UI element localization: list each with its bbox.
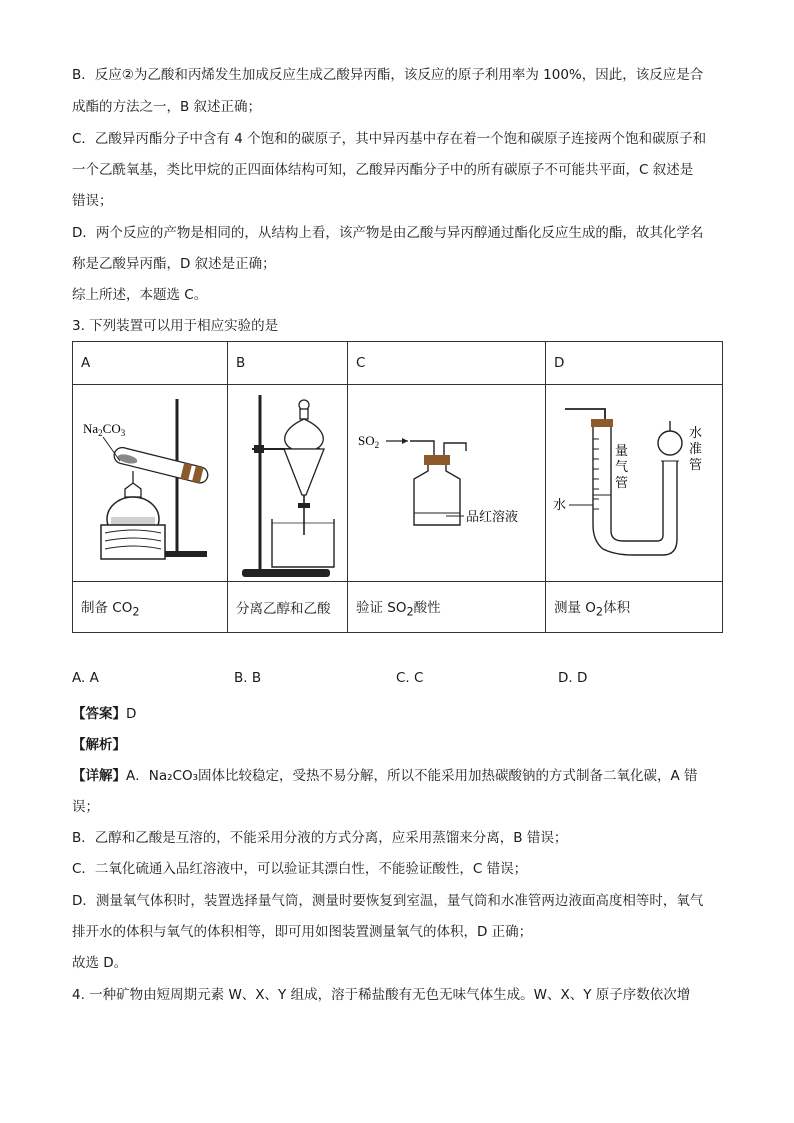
text-line: B．反应②为乙酸和丙烯发生加成反应生成乙酸异丙酯，该反应的原子利用率为 100%，因此，该反应是合 — [72, 67, 704, 83]
conclusion-line: 故选 D。 — [72, 955, 128, 971]
d-level-tube-label: 水准管 — [688, 426, 702, 473]
question-table — [72, 341, 723, 633]
caption-a: 制备 $CO_2$ — [73, 582, 228, 633]
a-reagent-label: $Na_2CO_3$ — [83, 421, 126, 438]
caption-c: 验证 $SO_2$酸性 — [348, 582, 546, 633]
c-solution-label: 品红溶液 — [465, 510, 518, 525]
caption-d: 测量 $O_2$体积 — [546, 582, 723, 633]
text-line: C．乙酸异丙酯分子中含有 4 个饱和的碳原子，其中异丙基中存在着一个饱和碳原子连接两个饱和碳原子和 — [72, 131, 707, 147]
text-line: 称是乙酸异丙酯，D 叙述是正确； — [72, 256, 276, 272]
apparatus-d-figure — [547, 385, 722, 581]
text-line: 误； — [72, 799, 99, 815]
detail-b-line: B．乙醇和乙酸是互溶的，不能采用分液的方式分离，应采用蒸馏来分离，B 错误； — [72, 830, 568, 846]
column-header-d: D — [546, 342, 723, 385]
column-header-a: A — [73, 342, 228, 385]
answer-line: 【答案】D — [72, 706, 137, 722]
detail-d-line: D．测量氧气体积时，装置选择量气筒，测量时要恢复到室温，量气筒和水准管两边液面高度相等时，氧气 — [72, 893, 704, 909]
c-gas-label: $SO_2$ — [357, 433, 379, 450]
answer-options — [72, 670, 724, 694]
text-line: 排开水的体积与氧气的体积相等，即可用如图装置测量氧气的体积，D 正确； — [72, 924, 533, 940]
text-line: 错误； — [72, 193, 113, 209]
figure-b-cell — [228, 385, 348, 582]
text-line: D．两个反应的产物是相同的，从结构上看，该产物是由乙酸与异丙醇通过酯化反应生成的酯，故其化学名 — [72, 225, 704, 241]
column-header-c: C — [348, 342, 546, 385]
summary-line: 综上所述，本题选 C。 — [72, 287, 208, 303]
detail-c-line: C．二氧化硫通入品红溶液中，可以验证其漂白性，不能验证酸性，C 错误； — [72, 861, 528, 877]
option-b: B. B — [234, 670, 262, 686]
caption-b: 分离乙醇和乙酸 — [228, 582, 348, 633]
next-question-stem: 4. 一种矿物由短周期元素 W、X、Y 组成，溶于稀盐酸有无色无味气体生成。W、X、Y 原子序数依次增 — [72, 987, 691, 1003]
figure-c-cell — [348, 385, 546, 582]
analysis-heading: 【解析】 — [72, 737, 126, 753]
option-a: A. A — [72, 670, 99, 686]
text-line: 一个乙酰氧基，类比甲烷的正四面体结构可知，乙酸异丙酯分子中的所有碳原子不可能共平面，C 叙述是 — [72, 162, 694, 178]
apparatus-a-figure — [75, 385, 225, 581]
d-water-label: 水 — [552, 498, 566, 513]
figure-d-cell — [546, 385, 723, 582]
d-burette-label: 量气管 — [614, 444, 628, 491]
apparatus-c-figure — [352, 385, 542, 581]
column-header-b: B — [228, 342, 348, 385]
text-line: 成酯的方法之一，B 叙述正确； — [72, 99, 262, 115]
figure-a-cell — [73, 385, 228, 582]
detail-a-line: 【详解】A．Na₂CO₃固体比较稳定，受热不易分解，所以不能采用加热碳酸钠的方式制备二氧化碳，A 错 — [72, 768, 698, 784]
question-stem: 3. 下列装置可以用于相应实验的是 — [72, 318, 279, 334]
option-c: C. C — [396, 670, 424, 686]
option-d: D. D — [558, 670, 588, 686]
apparatus-b-figure — [230, 385, 345, 581]
